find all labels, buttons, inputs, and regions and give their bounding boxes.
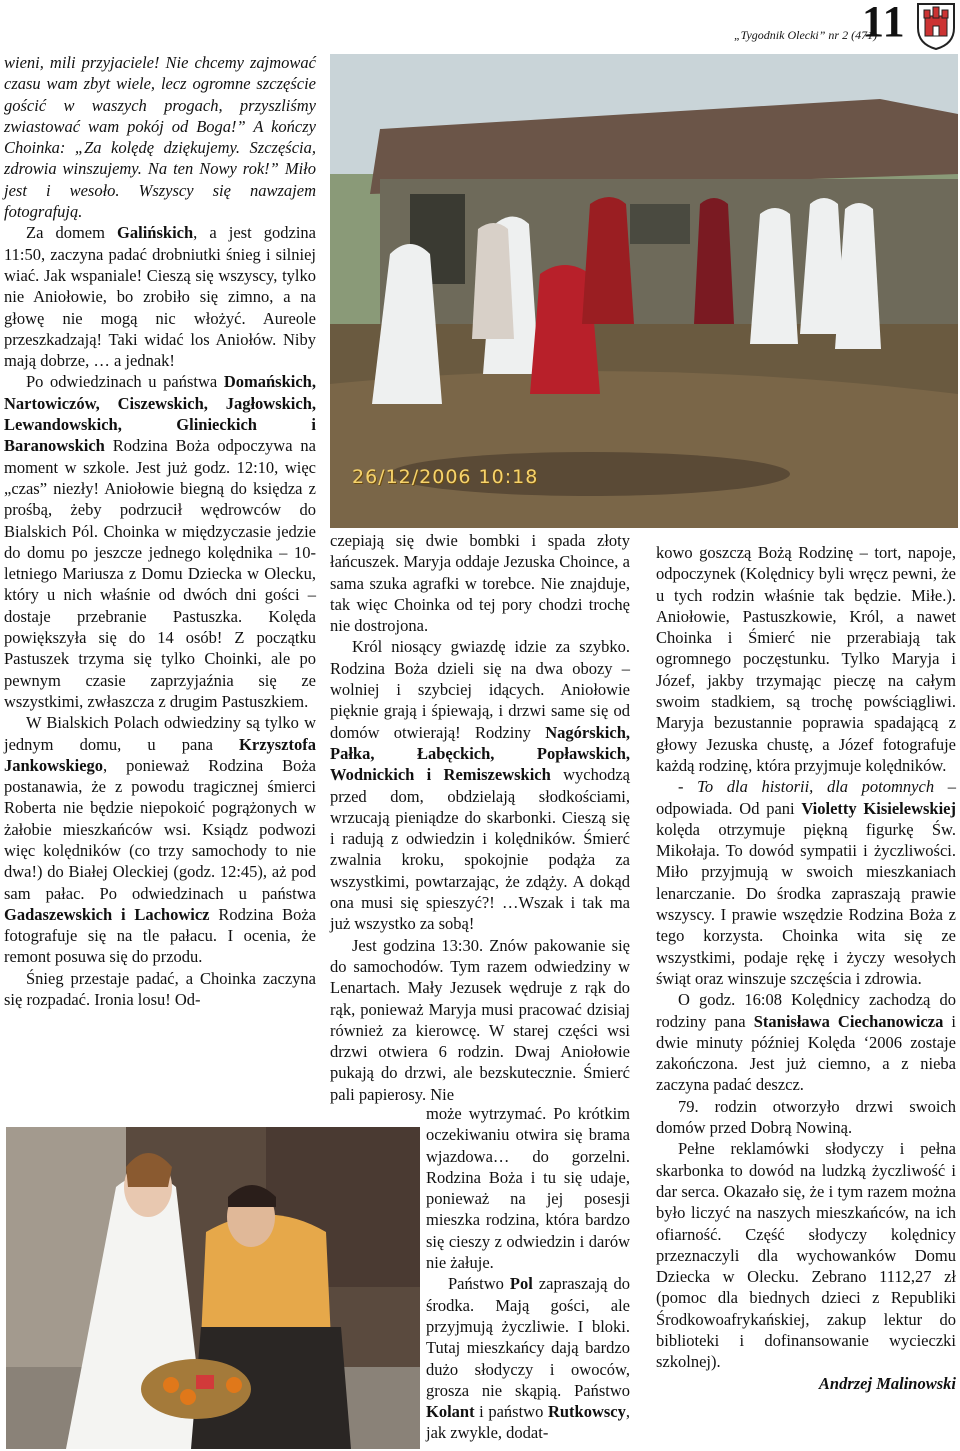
carolers-photo	[330, 54, 958, 528]
photo-timestamp: 26/12/2006 10:18	[352, 466, 539, 488]
col2-paragraph-2: Król niosący gwiazdę idzie za szybko. Rodzina Boża dzieli się na dwa obozy – wolniej i szybciej idących. Aniołowie pięknie grają i śpiewają, i drzwi same się od domów otwierają! Rodziny Nagórskich, Pałka, Łabęckich, Popławskich, Wodnickich i Remiszewskich wychodzą przed dom, obdzielają słodkościami, wrzucają pieniądze do skarbonki. Cieszą się i radują z odwiedzin i kolędników. Śmierć zwalnia kroku, spokojnie podąża za wszystkimi, powtarzając, że zdąży. A dokąd ona musi się spieszyć?! …Wszak i tak ma już wszystko za sobą!	[330, 637, 630, 934]
col1-paragraph-2: Za domem Galińskich, a jest godzina 11:50, zaczyna padać drobniutki śnieg i silniej wiać. Jak wspaniale! Cieszą się wszyscy, tylko nie Aniołowie, bo zrobiło się zimno, a na głowę nie mogą nic włożyć. Aureole przeszkadzają! Taki widać los Aniołów. Niby mają dobrze, … a jednak!	[4, 223, 316, 371]
col2-paragraph-1: czepiają się dwie bombki i spada złoty łańcuszek. Maryja oddaje Jezuska Choince, a sama szuka agrafki w torebce. Nie znajduje, tak więc Choinka od tej pory chodzi trochę nie dostrojona.	[330, 531, 630, 636]
col3-paragraph-3: O godz. 16:08 Kolędnicy zachodzą do rodziny pana Stanisława Ciechanowicza i dwie minuty później Kolęda ‘2006 zostaje zakończona. Jest już ciemno, a z nieba zaczyna padać deszcz.	[656, 990, 956, 1095]
col3-paragraph-4: 79. rodzin otworzyło drzwi swoich domów przed Dobrą Nowiną.	[656, 1096, 956, 1138]
col2-paragraph-3: Jest godzina 13:30. Znów pakowanie się do samochodów. Tym razem odwiedziny w Lenartach. Mały Jezusek wędruje z rąk do rąk, ponieważ Maryja musi pracować dzisiaj również za kierowcę. W starej części wsi drzwi otwiera 6 rodzin. Dwaj Aniołowie pukają do drzwi, ale bezskutecznie. Śmierć pali papierosy. Nie	[330, 935, 630, 1104]
col3-paragraph-2: - To dla historii, dla potomnych – odpowiada. Od pani Violetty Kisielewskiej kolęda otrzymuje piękną figurkę Św. Mikołaja. To dowód sympatii i życzliwości. Miło przyjmują w swoich mieszkaniach lenarczanie. Do środka zapraszają prawie wszyscy. I prawie wszędzie Rodzina Boża z tego korzysta. Choinka wita się ze wszystkimi, podaje rękę i życzy wesołych świąt oraz winszuje szczęścia i zdrowia.	[656, 777, 956, 988]
article-column-2	[330, 530, 630, 1105]
col1-paragraph-1: wieni, mili przyjaciele! Nie chcemy zajmować czasu wam zbyt wiele, lecz ogromne szczęście gościć w waszych progach, przyszliśmy zwiastować wam pokój od Boga!” A kończy Choinka: „Za kolędę dziękujemy. Szczęścia, zdrowia winszujemy. Na ten Nowy rok!” Miło jest i wesoło. Wszyscy się nawzajem fotografują.	[4, 53, 316, 222]
col2-paragraph-4: Państwo Pol zapraszają do środka. Mają gości, ale przyjmują życzliwie. I bloki. Tutaj mieszkańcy dają bardzo dużo słodyczy i owoców, grosza nie skąpią. Państwo Kolant i państwo Rutkowscy, jak zwykle, dodat-	[426, 1274, 630, 1443]
publication-title: „Tygodnik Olecki” nr 2 (471)	[734, 28, 878, 42]
col1-paragraph-4: W Bialskich Polach odwiedziny są tylko w jednym domu, u pana Krzysztofa Jankowskiego, ponieważ Rodzina Boża postanawia, że z powodu tragicznej śmierci Roberta nie będzie niepokoić pogrążonych w żałobie mieszkańców wsi. Ksiądz podwozi więc kolędników (co trzy samochody to nie dwa!) do Białej Oleckiej (godz. 12:45), aż pod sam pałac. Po odwiedzinach u państwa Gadaszewskich i Lachowicz Rodzina Boża fotografuje się na tle pałacu. I ocenia, że remont posuwa się do przodu.	[4, 713, 316, 967]
article-author: Andrzej Malinowski	[818, 1373, 956, 1393]
article-column-2-continued	[426, 1103, 630, 1444]
col3-paragraph-1: kowo goszczą Bożą Rodzinę – tort, napoje, odpoczynek (Kolędnicy byli wręcz pewni, że u tych rodzin właśnie tak będzie. Miłe.). Aniołowie, Pastuszkowie, Król, a nawet Choinka i Śmierć nie przerabiają tak ogromnego poczęstunku. Tylko Maryja i Józef, jakby trzymając pieczę na całym swoim stadkiem, są trochę powściągliwi. Maryja bezustannie poprawia spadającą z głowy Jezuska chustę, a Józef fotografuje każdą rodzinę, która przyjmuje kolędników.	[656, 543, 956, 775]
col3-paragraph-5: Pełne reklamówki słodyczy i pełna skarbonka to dowód na ludzką życzliwość i dar serca. Okazało się, że i tym razem można było liczyć na naszych mieszkańców, na ich ofiarność. Część słodyczy kolędnicy przeznaczyli dla wychowanków Domu Dziecka w Olecku. Zebrano 1112,27 zł (pomoc dla biednych dzieci z Republiki Środkowoafrykańskiej, zakup lektur do biblioteki i dofinansowanie wycieczki szkolnej).	[656, 1139, 956, 1372]
article-column-3	[656, 542, 956, 1394]
town-crest-icon	[916, 2, 956, 50]
col1-paragraph-3: Po odwiedzinach u państwa Domańskich, Nartowiczów, Ciszewskich, Jagłowskich, Lewandowskich, Glinieckich i Baranowskich Rodzina Boża odpoczywa na moment w szkole. Jest już godz. 12:10, więc „czas” niezły! Aniołowie biegną do księdza z prośbą, żeby podrzucił wędrowców do Bialskich Pól. Choinka w międzyczasie jedzie do domu po jeszcze jednego kolędnika – 10-letniego Mariusza z Domu Dziecka w Olecku, który u nich właśnie od dwóch dni gości – dostaje przebranie Pastuszka. Kolęda powiększyła się do 14 osób! Z początku Pastuszek trzyma się tylko Choinki, ale po pewnym czasie zaprzyjaźnia się ze wszystkimi, zwłaszcza z drugim Pastuszkiem.	[4, 372, 316, 711]
basket-photo	[6, 1127, 420, 1449]
carolers-photo-image	[330, 54, 958, 528]
col1-paragraph-5: Śnieg przestaje padać, a Choinka zaczyna się rozpadać. Ironia losu! Od-	[4, 968, 316, 1010]
basket-photo-image	[6, 1127, 420, 1449]
article-column-1	[4, 52, 316, 1010]
col2-paragraph-3-cont: może wytrzymać. Po krótkim oczekiwaniu otwira się brama wjazdowa… do gorzelni. Rodzina Boża i tu się udaje, ponieważ na jej posesji mieszka rodzina, która bardzo się cieszy z odwiedzin i darów nie żałuje.	[426, 1104, 630, 1273]
page-number: 11	[862, 0, 906, 46]
